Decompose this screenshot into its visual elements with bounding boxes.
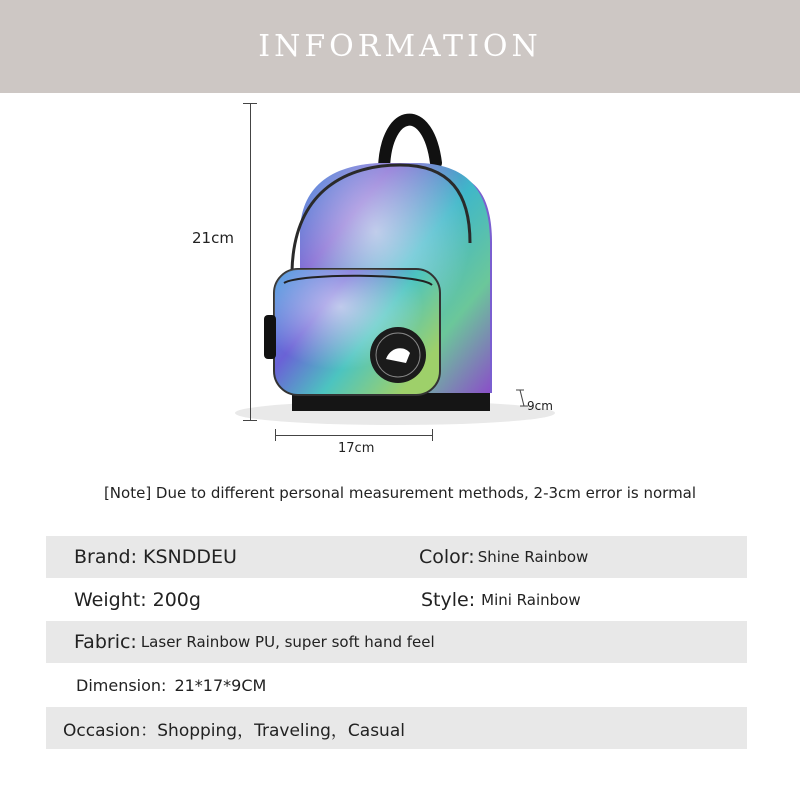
color-label: Color:	[419, 546, 475, 568]
dimension-label: Dimension:	[76, 675, 167, 695]
spec-row-brand-color	[46, 536, 747, 578]
width-label: 17cm	[338, 441, 375, 456]
product-photo	[0, 93, 800, 478]
header-title: INFORMATION	[258, 29, 542, 64]
brand-label: Brand:	[74, 546, 137, 568]
weight-spec	[74, 579, 201, 621]
info-header	[0, 0, 800, 93]
style-spec	[421, 579, 581, 621]
spec-row-dimension	[46, 664, 747, 706]
fabric-label: Fabric:	[74, 631, 137, 653]
width-line	[275, 435, 433, 436]
dimension-value: 21*17*9CM	[174, 675, 267, 695]
occasion-label: Occasion：	[63, 720, 158, 741]
style-value: Mini Rainbow	[481, 591, 581, 609]
height-tick-bottom	[243, 420, 257, 421]
occasion-value: Shopping，Traveling，Casual	[157, 720, 405, 741]
depth-label: 9cm	[527, 399, 553, 413]
brand-spec	[74, 536, 237, 578]
spec-row-occasion	[46, 707, 747, 749]
weight-value: 200g	[152, 589, 201, 611]
measurement-note: [Note] Due to different personal measurement methods, 2-3cm error is normal	[103, 484, 697, 502]
spec-row-weight-style	[46, 579, 747, 621]
width-tick-right	[432, 429, 433, 441]
spec-row-fabric	[46, 621, 747, 663]
fabric-value: Laser Rainbow PU, super soft hand feel	[140, 633, 435, 651]
fabric-spec	[74, 621, 435, 663]
height-line	[250, 103, 251, 421]
brand-value: KSNDDEU	[143, 546, 237, 568]
weight-label: Weight:	[74, 589, 147, 611]
color-spec	[419, 536, 588, 578]
height-label: 21cm	[192, 229, 234, 247]
backpack-icon	[0, 93, 800, 478]
style-label: Style:	[421, 589, 476, 611]
color-value: Shine Rainbow	[477, 548, 589, 566]
dimension-spec	[76, 664, 266, 706]
occasion-spec	[63, 707, 405, 749]
